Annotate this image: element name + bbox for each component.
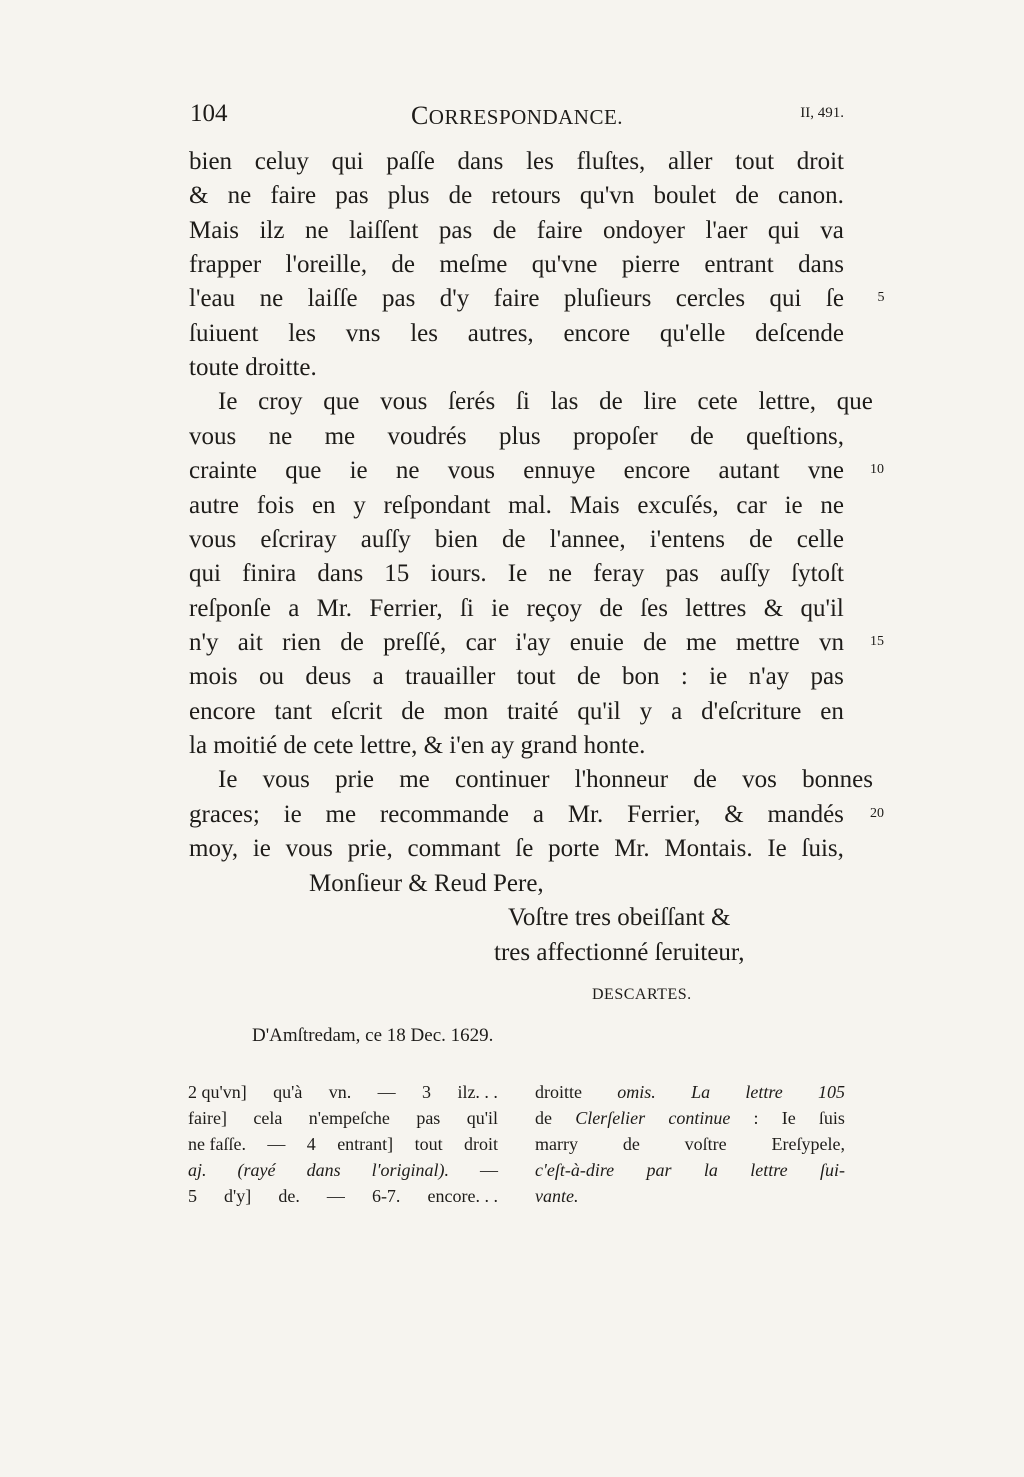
word: qu'il bbox=[577, 697, 621, 725]
footnote-word: qu'à bbox=[273, 1082, 303, 1102]
word: ſuiuent bbox=[189, 319, 259, 347]
word: en bbox=[311, 491, 336, 519]
word: l'aer bbox=[705, 216, 748, 244]
word: prie, bbox=[347, 835, 393, 862]
word: pas bbox=[810, 663, 844, 691]
word: ne bbox=[227, 182, 252, 210]
body-line bbox=[189, 181, 844, 211]
word: deus bbox=[305, 663, 352, 691]
word: car bbox=[736, 491, 767, 519]
footnote-word: omis. bbox=[617, 1082, 656, 1102]
word: trauailler bbox=[405, 663, 496, 691]
word: retours bbox=[491, 182, 561, 210]
word: continuer bbox=[455, 766, 550, 794]
footnote-word: l'original). bbox=[371, 1160, 449, 1180]
word: qu'vn bbox=[579, 182, 635, 210]
word: rien bbox=[282, 628, 321, 656]
footnote-word: Clerſelier bbox=[575, 1108, 646, 1128]
word: feray bbox=[593, 560, 645, 588]
word: ne bbox=[548, 560, 572, 588]
footnote-word: marry bbox=[535, 1134, 578, 1154]
word: laiſſent bbox=[349, 216, 419, 244]
word: lettre, bbox=[758, 388, 817, 416]
word: ſerés bbox=[448, 388, 496, 416]
footnote-line bbox=[188, 1105, 498, 1131]
footnote-word: 6-7. bbox=[371, 1186, 401, 1206]
word: l'oreille, bbox=[285, 251, 368, 279]
word: vous bbox=[285, 835, 333, 862]
word: pas bbox=[335, 182, 369, 210]
word: Mr. bbox=[567, 800, 604, 828]
footnote-line bbox=[188, 1079, 498, 1105]
word: qui bbox=[769, 285, 802, 313]
word: Mr. bbox=[614, 835, 650, 862]
word: ie bbox=[349, 457, 368, 485]
word: lire bbox=[643, 388, 677, 416]
word: autant bbox=[718, 457, 780, 485]
word: auſſy bbox=[360, 525, 411, 553]
word: que bbox=[836, 388, 873, 416]
word: prie bbox=[335, 766, 374, 794]
word: d'y bbox=[439, 285, 470, 313]
word: ou bbox=[259, 663, 284, 691]
word: l'eau bbox=[189, 285, 236, 313]
footnote-word: (rayé bbox=[237, 1160, 276, 1180]
word: : bbox=[680, 663, 688, 691]
running-title: CORRESPONDANCE. bbox=[410, 101, 624, 130]
word: de bbox=[643, 628, 667, 656]
footnote-word: lettre bbox=[745, 1082, 783, 1102]
word: celle bbox=[796, 525, 844, 553]
word: qu'elle bbox=[659, 319, 726, 347]
word: ie bbox=[283, 800, 302, 828]
word: meſme bbox=[439, 251, 508, 279]
footnote-word: continue bbox=[668, 1108, 731, 1128]
footnote-word: ſui- bbox=[819, 1160, 845, 1180]
closing-line-1: Voſtre tres obeiſſant & bbox=[508, 904, 731, 931]
word: d'eſcriture bbox=[701, 697, 802, 725]
word: celuy bbox=[254, 148, 309, 175]
body-line bbox=[189, 250, 844, 280]
footnote-word: ſuis bbox=[818, 1108, 845, 1128]
footnote-line bbox=[188, 1183, 498, 1209]
footnote-word: cela bbox=[253, 1108, 283, 1128]
word: & bbox=[189, 182, 209, 210]
word: ne bbox=[304, 216, 329, 244]
word: faire bbox=[493, 285, 540, 313]
page-header bbox=[190, 100, 844, 130]
footnote-word: vante. bbox=[535, 1186, 579, 1206]
footnote-line bbox=[535, 1157, 845, 1183]
word: laiſſe bbox=[307, 285, 358, 313]
word: de bbox=[501, 525, 526, 553]
word: ſytoſt bbox=[791, 560, 844, 588]
footnote-word: ilz. . . bbox=[457, 1082, 498, 1102]
footnote-word: — bbox=[480, 1160, 498, 1180]
word: ſe bbox=[515, 835, 534, 862]
footnote-word: droitte bbox=[535, 1082, 582, 1102]
word: ſuis, bbox=[801, 835, 844, 862]
word: les bbox=[410, 319, 438, 347]
word: propoſer bbox=[573, 422, 658, 450]
footnote-word: : bbox=[753, 1108, 759, 1128]
word: ie bbox=[709, 663, 728, 691]
word: vns bbox=[345, 319, 381, 347]
word: enuie bbox=[569, 628, 624, 656]
word: vos bbox=[742, 766, 777, 794]
footnote-line bbox=[535, 1079, 845, 1105]
footnotes-right-column bbox=[535, 1079, 845, 1209]
word: en bbox=[820, 697, 844, 725]
word: vous bbox=[380, 388, 428, 416]
footnote-word: lettre bbox=[750, 1160, 788, 1180]
word: Mais bbox=[189, 216, 239, 244]
footnote-word: n'empeſche bbox=[308, 1108, 390, 1128]
word: de bbox=[690, 422, 714, 450]
word: traité bbox=[507, 697, 559, 725]
word: Ferrier, bbox=[627, 800, 701, 828]
word: autres, bbox=[467, 319, 534, 347]
word: bien bbox=[434, 525, 478, 553]
word: bien bbox=[189, 148, 233, 175]
body-line bbox=[189, 765, 873, 795]
word: vous bbox=[189, 525, 237, 553]
word: Ie bbox=[218, 388, 238, 416]
footnote-word: ne faſſe. bbox=[188, 1134, 246, 1154]
body-line bbox=[189, 387, 873, 417]
word: n'y bbox=[189, 628, 219, 656]
word: encore bbox=[563, 319, 631, 347]
footnote-word: 4 bbox=[306, 1134, 316, 1154]
word: excuſés, bbox=[637, 491, 719, 519]
footnote-word: aj. bbox=[188, 1160, 207, 1180]
word: boulet bbox=[653, 182, 717, 210]
word: de bbox=[749, 525, 773, 553]
word: vous bbox=[447, 457, 495, 485]
word: ne bbox=[395, 457, 420, 485]
word: ne bbox=[268, 422, 293, 450]
word: encore bbox=[623, 457, 691, 485]
word: pas bbox=[381, 285, 416, 313]
word: de bbox=[735, 182, 759, 210]
word: droit bbox=[796, 148, 844, 175]
footnote-word: 2 qu'vn] bbox=[188, 1082, 247, 1102]
word: a bbox=[288, 594, 300, 622]
word: vous bbox=[262, 766, 310, 794]
footnote-line bbox=[535, 1183, 845, 1209]
word: a bbox=[671, 697, 683, 725]
word: iours. bbox=[430, 560, 487, 588]
word: de bbox=[448, 182, 473, 210]
word: ie bbox=[491, 594, 510, 622]
word: Mr. bbox=[316, 594, 353, 622]
word: deſcende bbox=[755, 319, 844, 347]
word: de bbox=[576, 663, 601, 691]
footnote-word: d'y] bbox=[224, 1186, 252, 1206]
word: las bbox=[550, 388, 579, 416]
salutation: Monſieur & Reud Pere, bbox=[309, 870, 544, 897]
word: ſi bbox=[459, 594, 474, 622]
signature: DESCARTES. bbox=[592, 986, 692, 1003]
word: mois bbox=[189, 663, 238, 691]
word: lettres bbox=[685, 594, 747, 622]
word: finira bbox=[242, 560, 297, 588]
footnote-word: entrant] bbox=[337, 1134, 394, 1154]
closing-line-2: tres affectionné ſeruiteur, bbox=[494, 939, 745, 966]
word: faire bbox=[270, 182, 317, 210]
word: ne bbox=[820, 491, 844, 519]
word: que bbox=[285, 457, 322, 485]
word: mettre bbox=[735, 628, 800, 656]
footnote-word: dans bbox=[306, 1160, 341, 1180]
word: reçoy bbox=[526, 594, 583, 622]
word: paſſe bbox=[386, 148, 435, 175]
word: mal. bbox=[508, 491, 552, 519]
footnote-line bbox=[188, 1157, 498, 1183]
footnotes-left-column bbox=[188, 1079, 498, 1209]
word: crainte bbox=[189, 457, 258, 485]
word: Ie bbox=[507, 560, 528, 588]
word: de bbox=[401, 697, 425, 725]
word: tout bbox=[735, 148, 775, 175]
word: ne bbox=[259, 285, 284, 313]
dateline: D'Amſtredam, ce 18 Dec. 1629. bbox=[252, 1025, 494, 1046]
body-line bbox=[189, 284, 844, 314]
word: car bbox=[465, 628, 497, 656]
footnote-word: droit bbox=[463, 1134, 498, 1154]
word: aller bbox=[668, 148, 713, 175]
word: ennuye bbox=[523, 457, 596, 485]
footnote-line bbox=[535, 1131, 845, 1157]
body-line bbox=[189, 697, 844, 727]
word: plus bbox=[387, 182, 430, 210]
word: vous bbox=[189, 422, 237, 450]
word: plus bbox=[498, 422, 541, 450]
word: vn bbox=[819, 628, 844, 656]
word: y bbox=[639, 697, 653, 725]
word: a bbox=[372, 663, 384, 691]
word: reſpondant bbox=[383, 491, 491, 519]
word: croy bbox=[258, 388, 303, 416]
body-line bbox=[189, 319, 844, 349]
word: bon bbox=[621, 663, 660, 691]
word: Montais. bbox=[664, 835, 753, 862]
word: Ie bbox=[218, 766, 238, 794]
word: recommande bbox=[379, 800, 510, 828]
word: que bbox=[323, 388, 360, 416]
word: ſi bbox=[515, 388, 530, 416]
body-line bbox=[189, 559, 844, 589]
footnote-word: pas bbox=[416, 1108, 441, 1128]
word: ie bbox=[252, 835, 271, 862]
word: qui bbox=[767, 216, 800, 244]
footnote-word: vn. bbox=[328, 1082, 352, 1102]
word: cete bbox=[697, 388, 738, 416]
word: Ferrier, bbox=[369, 594, 443, 622]
word: faire bbox=[536, 216, 583, 244]
footnote-word: tout bbox=[414, 1134, 443, 1154]
body-line bbox=[189, 628, 844, 658]
footnote-word: voſtre bbox=[684, 1134, 727, 1154]
word: fois bbox=[256, 491, 295, 519]
word: encore bbox=[189, 697, 256, 725]
footnote-word: de bbox=[535, 1108, 552, 1128]
word: dans bbox=[798, 251, 844, 279]
word: preſſé, bbox=[383, 628, 447, 656]
word: auſſy bbox=[720, 560, 770, 588]
word: i'ay bbox=[515, 628, 551, 656]
body-line bbox=[189, 456, 844, 486]
line-number: 10 bbox=[870, 462, 884, 477]
word: vne bbox=[807, 457, 844, 485]
word: qu'il bbox=[800, 594, 844, 622]
word: moy, bbox=[189, 835, 239, 862]
word: les bbox=[288, 319, 316, 347]
word: eſcriray bbox=[260, 525, 337, 553]
footnote-word: 3 bbox=[422, 1082, 432, 1102]
footnote-word: qu'il bbox=[466, 1108, 498, 1128]
footnote-word: Ereſypele, bbox=[771, 1134, 845, 1154]
word: l'honneur bbox=[574, 766, 669, 794]
body-line bbox=[189, 216, 844, 246]
word: de bbox=[599, 594, 623, 622]
word: entrant bbox=[704, 251, 774, 279]
word: de bbox=[693, 766, 717, 794]
word: tant bbox=[274, 697, 313, 725]
footnote-word: c'eſt-à-dire bbox=[535, 1160, 615, 1180]
word: Ie bbox=[767, 835, 787, 862]
word: a bbox=[532, 800, 544, 828]
word: reſponſe bbox=[189, 594, 271, 622]
word: tout bbox=[516, 663, 556, 691]
footnote-word: 105 bbox=[817, 1082, 845, 1102]
footnote-word: Ie bbox=[781, 1108, 796, 1128]
word: voudrés bbox=[387, 422, 467, 450]
word: me bbox=[399, 766, 430, 794]
body-line bbox=[189, 800, 844, 830]
word: eſcrit bbox=[330, 697, 383, 725]
word: me bbox=[686, 628, 717, 656]
word: canon. bbox=[777, 182, 844, 210]
footnote-word: de bbox=[622, 1134, 640, 1154]
word: va bbox=[820, 216, 844, 244]
word: de bbox=[340, 628, 364, 656]
line-number: 20 bbox=[870, 806, 884, 821]
footnote-word: — bbox=[267, 1134, 286, 1154]
word: & bbox=[724, 800, 744, 828]
word: dans bbox=[457, 148, 504, 175]
footnote-word: — bbox=[377, 1082, 396, 1102]
body-line: la moitié de cete lettre, & i'en ay grand honte. bbox=[189, 731, 646, 759]
word: autre bbox=[189, 491, 239, 519]
body-line bbox=[189, 491, 844, 521]
footnote-word: encore. . . bbox=[427, 1186, 498, 1206]
word: de bbox=[391, 251, 416, 279]
body-line bbox=[189, 834, 844, 864]
footnote-word: de. bbox=[278, 1186, 300, 1206]
word: ilz bbox=[259, 216, 285, 244]
word: commant bbox=[407, 835, 501, 862]
footnote-word: 5 bbox=[188, 1186, 197, 1206]
footnote-word: par bbox=[646, 1160, 672, 1180]
word: porte bbox=[548, 835, 600, 862]
footnote-line bbox=[188, 1131, 498, 1157]
word: les bbox=[526, 148, 554, 175]
word: 15 bbox=[384, 560, 410, 588]
word: & bbox=[763, 594, 784, 622]
word: fluſtes, bbox=[576, 148, 646, 175]
footnote-word: faire] bbox=[188, 1108, 227, 1128]
footnote-word: la bbox=[703, 1160, 718, 1180]
word: ondoyer bbox=[603, 216, 685, 244]
word: pas bbox=[438, 216, 473, 244]
word: ait bbox=[237, 628, 263, 656]
word: ſes bbox=[640, 594, 668, 622]
word: queſtions, bbox=[746, 422, 844, 450]
page-number: 104 bbox=[190, 100, 228, 127]
word: qui bbox=[189, 560, 221, 588]
line-number: 15 bbox=[870, 634, 884, 649]
word: bonnes bbox=[802, 766, 873, 794]
body-line bbox=[189, 662, 844, 692]
word: mon bbox=[443, 697, 489, 725]
word: Mais bbox=[569, 491, 620, 519]
line-number: 5 bbox=[877, 290, 885, 305]
word: ſe bbox=[825, 285, 844, 313]
word: qui bbox=[331, 148, 364, 175]
word: graces; bbox=[189, 800, 260, 828]
word: y bbox=[353, 491, 366, 519]
word: me bbox=[324, 422, 356, 450]
word: pas bbox=[665, 560, 699, 588]
word: de bbox=[599, 388, 623, 416]
word: mandés bbox=[767, 800, 844, 828]
body-line bbox=[189, 525, 844, 555]
word: qu'vne bbox=[531, 251, 598, 279]
body-line bbox=[189, 422, 844, 452]
word: frapper bbox=[189, 251, 262, 279]
word: pluſieurs bbox=[563, 285, 652, 313]
footnote-word: La bbox=[691, 1082, 711, 1102]
word: ie bbox=[784, 491, 803, 519]
body-line bbox=[189, 147, 844, 177]
word: dans bbox=[317, 560, 364, 588]
word: cercles bbox=[675, 285, 746, 313]
volume-reference: II, 491. bbox=[800, 105, 844, 121]
word: de bbox=[492, 216, 517, 244]
body-line bbox=[189, 594, 844, 624]
footnote-word: — bbox=[326, 1186, 345, 1206]
word: pierre bbox=[621, 251, 680, 279]
word: me bbox=[325, 800, 357, 828]
body-line: toute droitte. bbox=[189, 354, 317, 382]
footnote-line bbox=[535, 1105, 845, 1131]
word: l'annee, bbox=[549, 525, 626, 553]
word: n'ay bbox=[748, 663, 790, 691]
word: i'entens bbox=[649, 525, 726, 553]
